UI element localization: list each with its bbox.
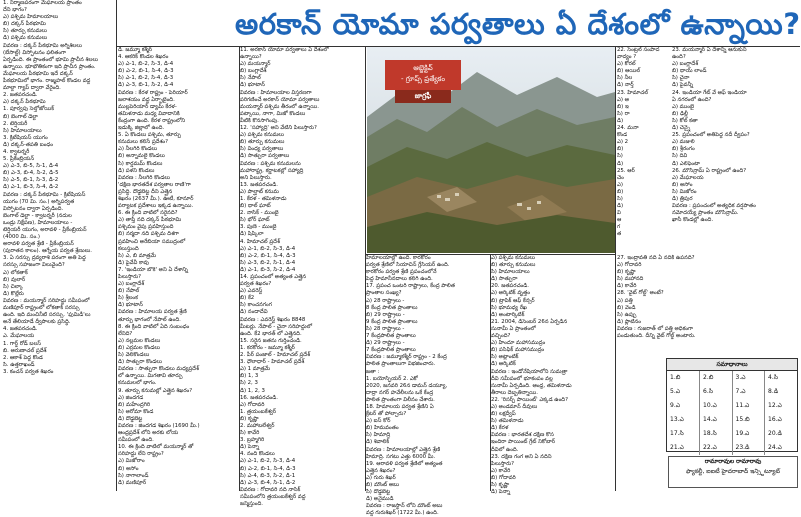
- text-column-4: హిమాలయాల్లో ఉంది. కారకోరం పర్వత శ్రేణిలో సియాచిన్ గ్లేసియర్ ఉంది. కారకోరం పర్వత శ్రేణి ప్రపంచంలోనే పెద్ద హిమానీనదాలు కలిగి ఉంది. 17. ప్రపంచ ఒంటరి రాష్ట్రాలు, కేంద్ర పాలిత ప్రాంతాల సంఖ్య? ఎ) 28 రాష్ట్రాలు - 8 కేంద్ర పాలిత ప్రాంతాలు బి) 29 రాష్ట్రాలు - 9 కేంద్ర పాలిత ప్రాంతాలు సి) 28 రాష్ట్రాలు - 7 కేంద్రపాలిత ప్రాంతాలు డి) 29 రాష్ట్రాలు - 7 కేంద్రపాలిత ప్రాంతాలు వివరణ : జమ్మూకశ్మీర్ రాష్ట్రం - 2 కేంద్ర పాలిత ప్రాంతాలుగా విభజించారు. జతా : 1. బయోస్ఫియర్ 2. ఎకో 2020, జనవరి 26న డామన్ డయ్యూ, దాద్రా నగర్ హవేలీలను ఒకే కేంద్ర పాలిత ప్రాంతంగా విలీనం చేశారు. 18. హిమాలయ పర్వత శ్రేణిని ఏ క్రేటర్ తో పోల్చారు? ఎ) ఐస్ కోర్ బి) హిమవంతం సి) హిమాద్రి డి) శివాలిక్ వివరణ : హిమాలయాల్లో ఎత్తైన శ్రేణి హిమాద్రి. సగటు ఎత్తు 6000 మీ. 19. ఆరావళి పర్వత శ్రేణిలో అత్యంత ఎత్తైన శిఖరం? ఎ) గురు శిఖర్ బి) మౌంట్ అబు సి) దొడ్డబెట్ట డి) అనైముడి వివరణ : రాజస్థాన్ లోని మౌంట్ అబు వద్ద గురుశిఖర్ (1722 మీ.) ఉంది.: [366, 255, 455, 517]
- answer-cell: 22.ఎ: [700, 441, 733, 455]
- answer-cell: 23.డి: [732, 441, 765, 455]
- answer-cell: 2.బి: [700, 371, 733, 385]
- answer-cell: 15.బి: [732, 413, 765, 427]
- text-column-6: 22. సెంట్రల్ సంపాద వాద్యం ? ఎ) కోరల్ బి) ఆయిల్ సి) నీల డి) నార్త్ 23. హిమాచల్ ఎ) ఆ బి) ఇ సి) రా డి) 24. మనా కొండ ఎ) 2 బి) సి) డి) 25. ఆర్ చెం ఎ) బి) సి) డి) వి ఆ గ త: [617, 47, 660, 238]
- answer-cell: 9.ఎ: [667, 399, 700, 413]
- author-credit: [668, 456, 798, 488]
- text-column-1: 1. నిర్మాణపరంగా మేఘాలయ ప్రాంతం దేని భాగం? ఎ) పశ్చిమ హిమాలయాలు బి) దక్కన్ పీఠభూమి సి) తూర్పు కనుమలు డి) పశ్చిమ కనుమలు వివరణ : దక్కన్ పీఠభూమి అగ్నిశిలలు (బేసాల్ట్) విస్ఫోటనం ఫలితంగా ఏర్పడింది. ఈ ప్రాంతంలో భూమి ప్రాచీన శిలలు ఉన్నాయి. భూభౌతికంగా ఇది ప్రాచీన ప్రాంతం. మేఘాలయ పీఠభూమి ఇదే దక్కన్ పీఠభూమిలో భాగం. రాజ్మహల్ కొండల వద్ద మాల్దా గ్యాప్ ద్వారా వేరైంది. 2. జతపరచండి. ఎ) దక్కన్ పీఠభూమి 1. పూర్వపు సెల్తోజోయిక్ బి) బెంగాల్ డెల్టా 2. టెర్షియరీ సి) హిమాలయాలు 3. క్రిటేషియస్ యుగం డి) దక్కన్-తపతి బంధం 4. క్వాటర్నరీ 5. ప్రీకేంబ్రియన్ ఎ) ఎ-3, బి-5, సి-1, డి-4 బి) ఎ-3, బి-4, సి-2, డి-5 సి) ఎ-5, బి-1, సి-3, డి-2 డి) ఎ-1, బి-3, సి-4, డి-2 వివరణ : దక్కన్ పీఠభూమి - క్రిటేషియస్ యుగం (70 మి. సం.) అగ్నిపర్వత విస్ఫోటనం ద్వారా ఏర్పడింది. బెంగాల్ డెల్టా - క్వాటర్నరీ (నదుల ఒండ్రు నిక్షేపణ), హిమాలయాలు - టెర్షియరీ యుగం, అరావళి - ప్రీకేంబ్రియన్ (4000 మి. సం.) అరావళి పర్వత శ్రేణి - ప్రీకేంబ్రియన్ (పురాతన కాలం). ఆగ్నేయ పర్వత శ్రేణులు. 3. ఏ సరస్సు ద్రవ్యరాశి పరంగా అతి పెద్ద సరస్సు సహజంగా విలువైంది? ఎ) లోకతాక్ బి) వులార్ సి) చిల్కా డి) కొల్లేరు వివరణ : మయన్మార్ సరిహద్దు సమీపంలో మణిపూర్ రాష్ట్రంలో లోకతాక్ సరస్సు ఉంది. ఇది మంచినీటి సరస్సు. 'ఫుమిడీ'లు అనే తేలియాడే ద్వీపాలకు ప్రసిద్ధి. 4. జతపరచండి. ఎ. మేఘాలయ 1. గార్డ్ రోడ్ బలస్ బి. అరుణాచల్ ప్రదేశ్ 2. ఆకాశ్ పెద్ద కొండ సి. ఉత్తరాఖండ్ 3. కంచన్ పర్వత శిఖరం: [3, 0, 99, 375]
- answer-cell: 14.ఎ: [700, 413, 733, 427]
- answer-row: [667, 399, 797, 413]
- answer-cell: 17.సి: [667, 427, 700, 441]
- answer-cell: 8.డి: [768, 388, 779, 395]
- badge-line-2: - గ్రూప్స్ ప్రత్యేకం: [400, 75, 446, 83]
- answer-cell: 24.ఎ: [768, 444, 782, 451]
- badge-tag: జాగ్రఫీ: [414, 92, 432, 100]
- author-name: రామారావుల రామారావు: [704, 458, 762, 465]
- answer-row: [667, 441, 797, 455]
- answer-cell: 5.ఎ: [667, 385, 700, 399]
- answer-key-table: [667, 371, 797, 455]
- answer-cell: 21.ఎ: [667, 441, 700, 455]
- answer-row: [667, 413, 797, 427]
- answer-cell: 13.ఎ: [667, 413, 700, 427]
- answer-cell: 19.ఎ: [732, 427, 765, 441]
- answer-key-title: సమాధానాలు: [667, 359, 797, 371]
- answer-cell: 4.సి: [768, 374, 778, 381]
- column-divider: [615, 47, 616, 491]
- answer-cell: 11.ఎ: [732, 399, 765, 413]
- answer-row: [667, 385, 797, 399]
- answer-cell: 6.సి: [700, 385, 733, 399]
- answer-cell: 20.డి: [768, 430, 782, 437]
- answer-cell: 3.ఎ: [732, 371, 765, 385]
- answer-row: [667, 371, 797, 385]
- page-headline: అరకాన్ యోమా పర్వతాలు ఏ దేశంలో ఉన్నాయి?: [235, 7, 801, 41]
- author-role: ఫ్యాకల్టీ, ఐఐటీ హైదరాబాద్ ఇన్స్టిట్యూట్: [685, 468, 781, 475]
- text-column-7: 23. మయన్మార్ ఏ దేశాన్ని ఆనుకుని ఉంది? ఎ) బంగ్లాదేశ్ బి) థాయ్ లాండ్ సి) చైనా డి) పైవన్నీ 24. ఇండియా గేట్ వే ఆఫ్ ఇండియా ఏ నగరంలో ఉంది? ఎ) ముంబై బి) ఢిల్లీ సి) కోల్ కతా డి) చెన్నై 25. ప్రపంచంలో అతిపెద్ద నదీ ద్వీపం? ఎ) మజులి బి) శ్రీరంగం సి) దివి డి) ఎలిఫెంటా 26. మౌసిన్రామ్ ఏ రాష్ట్రంలో ఉంది? ఎ) మేఘాలయ బి) అసోం సి) మిజోరం డి) త్రిపుర వివరణ : ప్రపంచంలో అత్యధిక వర్షపాతం నమోదయ్యే ప్రాంతం మౌసిన్రామ్. ఖాసీ కొండల్లో ఉంది.: [672, 47, 756, 224]
- topic-badge: [385, 60, 461, 104]
- answer-cell: 10.ఎ: [700, 399, 733, 413]
- text-column-3: 11. అరకాన్ యోమా పర్వతాలు ఏ దేశంలో ఉన్నాయి? ఎ) మయన్మార్ బి) బంగ్లాదేశ్ సి) నేపాల్ డి) భూటాన్ వివరణ : హిమాలయాల విస్తరణగా పరిగణించే అరకాన్ యోమా పర్వతాలు మయన్మార్ పశ్చిమ తీరంలో ఉన్నాయి. పట్కాయి, నాగా, మిజో కొండలు వీటికి కొనసాగింపు. 12. 'సహ్యాద్రి' అని వేటిని పిలుస్తారు? ఎ) పశ్చిమ కనుమలు బి) తూర్పు కనుమలు సి) వింధ్య పర్వతాలు డి) సాత్పురా పర్వతాలు వివరణ : పశ్చిమ కనుమలను మహారాష్ట్ర, కర్ణాటకల్లో సహ్యాద్రి అని పిలుస్తారు. 13. జతపరచండి. ఎ) పాల్ఘాట్ కనుమ 1. కేరళ - తమిళనాడు బి) థాల్ ఘాట్ 2. నాసిక్ - ముంబై సి) భోర్ ఘాట్ 3. పుణె - ముంబై డి) షిప్కిలా 4. హిమాచల్ ప్రదేశ్ ఎ) ఎ-1, బి-2, సి-3, డి-4 బి) ఎ-2, బి-1, సి-4, డి-3 సి) ఎ-3, బి-2, సి-1, డి-4 డి) ఎ-1, బి-3, సి-2, డి-4 14. ప్రపంచంలో అత్యంత ఎత్తైన పర్వత శిఖరం? ఎ) ఎవరెస్ట్ బి) కే2 సి) కాంచనగంగ డి) నందాదేవి వివరణ : ఎవరెస్ట్ శిఖరం 8848 మీటర్లు. నేపాల్ - చైనా సరిహద్దులో ఉంది. కే2 భారత్ లో ఎత్తైనది. 15. సరైన జతను గుర్తించండి. 1. కరకోరం - జమ్మూ కశ్మీర్ 2. పీర్ పంజాల్ - హిమాచల్ ప్రదేశ్ 3. ధౌలాధార్ - హిమాచల్ ప్రదేశ్ ఎ) 1 మాత్రమే బి) 1, 3 సి) 2, 3 డి) 1, 2, 3 16. జతపరచండి. ఎ) గోదావరి 1. త్రయంబకేశ్వర్ బి) కృష్ణా 2. మహాబలేశ్వర్ సి) కావేరి 3. బ్రహ్మగిరి డి) పెన్నా 4. నంది కొండలు ఎ) ఎ-1, బి-2, సి-3, డి-4 బి) ఎ-2, బి-1, సి-4, డి-3 సి) ఎ-4, బి-3, సి-2, డి-1 డి) ఎ-3, బి-4, సి-1, డి-2 వివరణ : గోదావరి నది నాసిక్ సమీపంలోని త్రయంబకేశ్వర్ వద్ద జన్మిస్తుంది.: [240, 47, 329, 507]
- answer-key-box: [666, 358, 798, 452]
- answer-cell: 16.ఎ: [768, 416, 782, 423]
- text-column-2: డి. జమ్మూ కశ్మీర్ 4. ఆకరిక్ కొండల శిఖరం ఎ) ఎ-1, బి-2, సి-3, డి-4 బి) ఎ-2, బి-1, సి-4, డి-3 సి) ఎ-1, బి-2, సి-4, డి-3 డి) ఎ-3, బి-1, సి-2, డి-4 వివరణ : కేరళ రాష్ట్రం - పెరియార్ జలాశయం వద్ద ఏర్పాటైంది. ముల్లపెరియార్ డ్యామ్ కేరళ- తమిళనాడు మధ్య వివాదానికి కేంద్రంగా ఉంది. కేరళ రాష్ట్రంలోని ఇడుక్కి జిల్లాలో ఉంది. 5. ఏ కొండలు పశ్చిమ, తూర్పు కనుమలు కలిసే ప్రదేశం? ఎ) నీలగిరి కొండలు బి) అన్నామలై కొండలు సి) కార్డమమ్ కొండలు డి) పళని కొండలు వివరణ : నీలగిరి కొండలు 'దక్షిణ భారతదేశ పర్వతాల రాణి'గా ప్రసిద్ధి. దొడ్డబెట్ట దీని ఎత్తైన శిఖరం (2637 మీ.). ఊటీ, కూనూర్ పర్యాటక ప్రదేశాలు ఇక్కడ ఉన్నాయి. 6. ఈ క్రింది వాటిలో సరైనది? ఎ) తాప్తీ నది దక్కన్ పీఠభూమి పశ్చిమం వైపు ప్రవహిస్తుంది బి) నర్మదా నది పశ్చిమ దిశగా ప్రవహించి అరేబియా సముద్రంలో కలుస్తుంది సి) ఎ, బి మాత్రమే డి) పైవేవీ కావు 7. 'ఇండియా బొకె' అని ఏ దేశాన్ని పిలుస్తారు? ఎ) బంగ్లాదేశ్ బి) నేపాల్ సి) శ్రీలంక డి) భూటాన్ వివరణ : హిమాలయ పర్వత శ్రేణి తూర్పు భాగంలో నేపాల్ ఉంది. 8. ఈ క్రింది వాటిలో ఏది సంబంధం లేనిది? ఎ) నల్లమల కొండలు బి) ఎర్రమల కొండలు సి) వెలికొండలు డి) సాత్పురా కొండలు వివరణ : సాత్పురా కొండలు మధ్యప్రదేశ్ లో ఉన్నాయి. మిగతావి తూర్పు కనుమలలో భాగం. 9. తూర్పు కనుమల్లో ఎత్తైన శిఖరం? ఎ) జిందగడ బి) మహేంద్రగిరి సి) అరోమా కొండ డి) దొడ్డబెట్ట వివరణ : జిందగడ శిఖరం (1690 మీ.) ఆంధ్రప్రదేశ్ లోని అరకు లోయ సమీపంలో ఉంది. 10. ఈ క్రింది వాటిలో మయన్మార్ తో సరిహద్దు లేని రాష్ట్రం? ఎ) మిజోరాం బి) అసోం సి) నాగాలాండ్ డి) మణిపూర్: [118, 47, 200, 486]
- answer-cell: 12.ఎ: [768, 402, 782, 409]
- answer-row: [667, 427, 797, 441]
- answer-cell: 1.బి: [667, 371, 700, 385]
- badge-line-1: ఆబ్జెక్టివ్: [413, 64, 433, 72]
- answer-cell: 18.సి: [700, 427, 733, 441]
- column-divider: [116, 0, 117, 491]
- text-column-8: 27. ఇంద్రావతి నది ఏ నదికి ఉపనది? ఎ) గోదావరి బి) కృష్ణా సి) మహానది డి) కావేరి 28. 'వైట్ గోల్డ్' అంటే? ఎ) పత్తి బి) వెండి సి) ఉప్పు డి) ప్లాటినం వివరణ : గుజరాత్ లో పత్తి అధికంగా పండుతుంది. దీన్ని వైట్ గోల్డ్ అంటారు.: [617, 255, 696, 340]
- answer-cell: 7.ఎ: [732, 385, 765, 399]
- text-column-5: ఎ) పశ్చిమ కనుమలు బి) తూర్పు కనుమలు సి) హిమాలయాలు డి) సాత్పురా 20. జతపరచండి. ఎ) ఆర్కిటిక్ వృత్తం బి) ట్రాపిక్ ఆఫ్ కేన్సర్ సి) భూమధ్య రేఖ డి) అంటార్కిటిక్ 21. 2004, డిసెంబర్ 26న ఏర్పడిన సునామీ ఏ ప్రాంతంలో వచ్చింది? ఎ) హిందూ మహాసముద్రం బి) పసిఫిక్ మహాసముద్రం సి) అట్లాంటిక్ డి) ఆర్కిటిక్ వివరణ : ఇండోనేషియాలోని సుమత్రా దీవి సమీపంలో భూకంపం వల్ల సునామీ ఏర్పడింది. ఆంధ్ర, తమిళనాడు తీరాలు దెబ్బతిన్నాయి. 22. 'రిసర్చ్ పాయింట్' ఎక్కడ ఉంది? ఎ) అండమాన్ దీవులు బి) లక్షద్వీప్ సి) తమిళనాడు డి) కేరళ వివరణ : భారతదేశ దక్షిణ కొస ఇందిరా పాయింట్ గ్రేట్ నికోబార్ దీవిలో ఉంది. 23. దక్షిణ గంగ అని ఏ నదిని పిలుస్తారు? ఎ) కావేరి బి) గోదావరి సి) కృష్ణా డి) పెన్నా: [491, 255, 572, 496]
